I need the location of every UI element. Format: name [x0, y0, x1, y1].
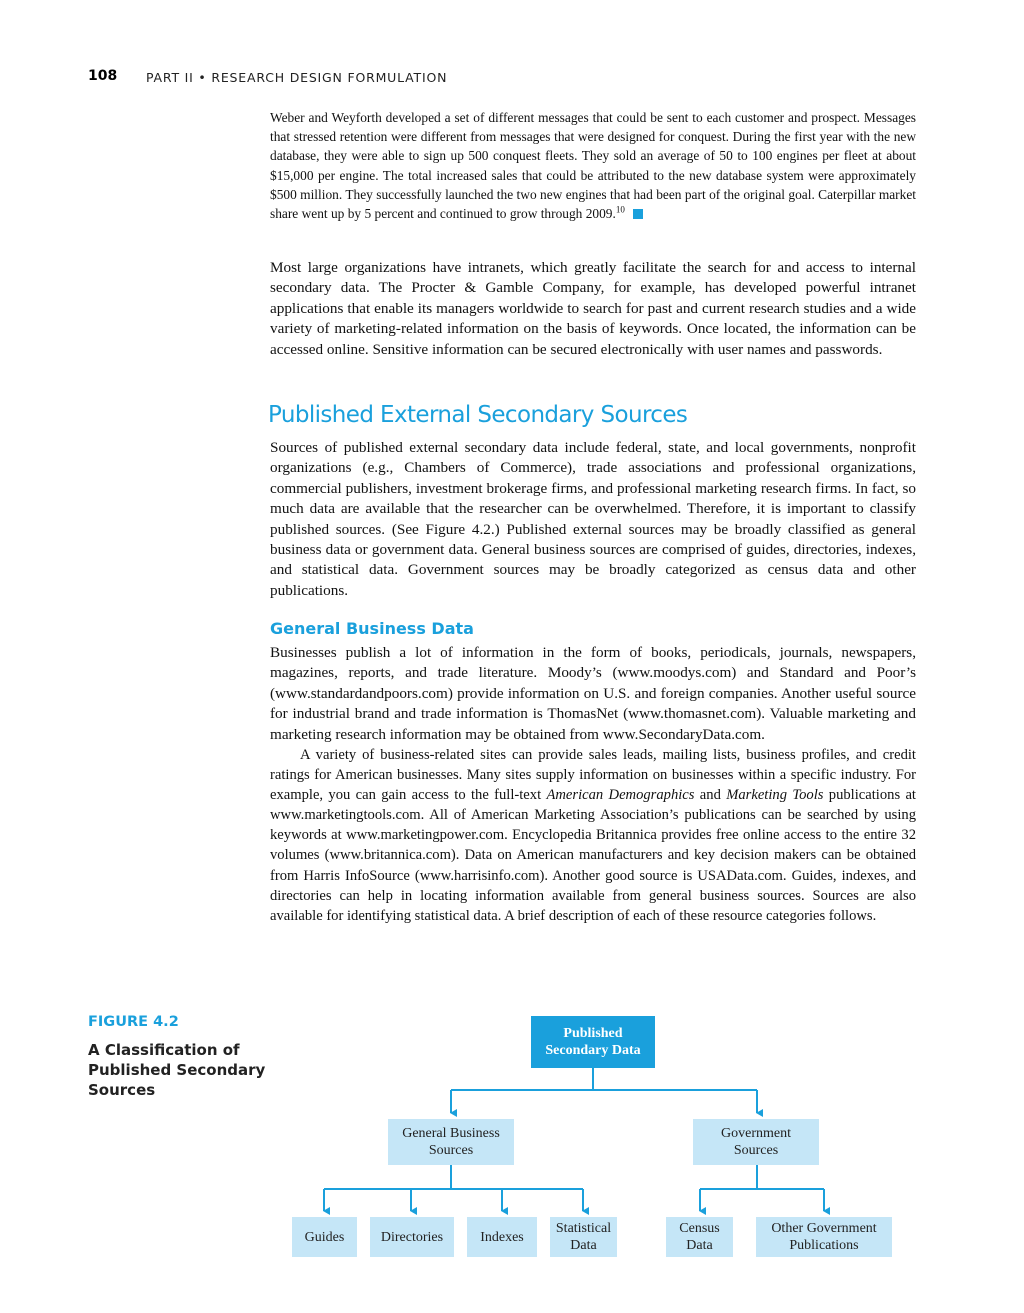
node-label: Other Government Publications [771, 1221, 877, 1253]
figure-label: FIGURE 4.2 [88, 1014, 179, 1030]
running-title: PART II • RESEARCH DESIGN FORMULATION [146, 70, 448, 85]
node-other-government-publications [756, 1217, 892, 1257]
node-published-secondary-data [531, 1016, 655, 1068]
node-label: Statistical Data [555, 1221, 612, 1253]
variety-text-2: and [694, 787, 727, 804]
node-guides [292, 1217, 357, 1257]
subsection-heading: General Business Data [270, 619, 474, 638]
variety-italic-2: Marketing Tools [726, 787, 824, 804]
node-label: General Business Sources [402, 1126, 500, 1158]
node-indexes [467, 1217, 537, 1257]
paragraph-general-business: Businesses publish a lot of information in the form of books, periodicals, journals, newspapers, magazines, reports, and trade literature. Moody’s (www.moodys.com) and Standard and Poor’s (www.standardandpoors.com) provide information on U.S. and foreign companies. Another useful source for industrial brand and trade information is ThomasNet (www.thomasnet.com). Valuable marketing and marketing research information may be obtained from www.SecondaryData.com. [270, 644, 916, 743]
case-text-body: Weber and Weyforth developed a set of different messages that could be sent to each customer and prospect. Messages that stressed retention were different from messages that were designed for conquest. During the first year with the new database, they were able to sign up 500 conquest fleets. They sold an average of 50 to 100 engines per fleet at about $15,000 per engine. The total increased sales that could be attributed to the new database system were approximately $500 million. They successfully launched the two new engines that had been part of the original goal. Caterpillar market share went up by 5 percent and continued to grow through 2009. [270, 110, 916, 222]
variety-italic-1: American Demographics [546, 787, 695, 804]
variety-text-1: A variety of business-related sites can provide sales leads, mailing lists, business profiles, and credit ratings for American businesses. Many sites supply information on businesses within a specific industry. For example, you can gain access to the full-text [270, 747, 916, 804]
node-statistical-data [550, 1217, 617, 1257]
node-general-business-sources [388, 1119, 514, 1165]
node-label: Government Sources [721, 1126, 791, 1158]
node-label: Guides [304, 1229, 345, 1245]
node-label: Census Data [679, 1221, 720, 1253]
paragraph-intranet: Most large organizations have intranets, which greatly facilitate the search for and access to internal secondary data. The Procter & Gamble Company, for example, has developed powerful intranet applications that enable its managers worldwide to search for past and current research studies and a wide variety of marketing-related information on the basis of keywords. Once located, the information can be accessed online. Sensitive information can be secured electronically with user names and passwords. [270, 259, 916, 358]
paragraph-published-sources: Sources of published external secondary data include federal, state, and local governments, nonprofit organizations (e.g., Chambers of Commerce), trade associations and professional organizations, commercial publishers, investment brokerage firms, and professional marketing research firms. In fact, so much data are available that the researcher can be overwhelmed. Therefore, it is important to classify published sources. (See Figure 4.2.) Published external sources may be broadly classified as general business data or government data. General business sources are comprised of guides, directories, indexes, and statistical data. Government sources may be broadly categorized as census data and other publications. [270, 439, 916, 599]
footnote-ref: 10 [615, 204, 625, 215]
variety-text-3: publications at www.marketingtools.com. All of American Marketing Association’s publications can be searched by using keywords at www.marketingpower.com. Encyclopedia Britannica provides free online access to the entire 32 volumes (www.britannica.com). Data on American manufacturers and key decision makers can be obtained from Harris InfoSource (www.harrisinfo.com). Another good source is USAData.com. Guides, indexes, and directories can help in locating information available from general business sources. Sources are also available for identifying statistical data. A brief description of each of these resource categories follows. [270, 787, 916, 924]
section-heading: Published External Secondary Sources [268, 402, 688, 428]
node-directories [370, 1217, 454, 1257]
node-label: Published Secondary Data [545, 1026, 641, 1058]
page-number: 108 [88, 68, 118, 84]
node-label: Indexes [480, 1229, 524, 1245]
node-census-data [666, 1217, 733, 1257]
figure-caption: A Classification of Published Secondary Sources [88, 1041, 266, 1099]
node-label: Directories [380, 1229, 444, 1245]
node-government-sources [693, 1119, 819, 1165]
